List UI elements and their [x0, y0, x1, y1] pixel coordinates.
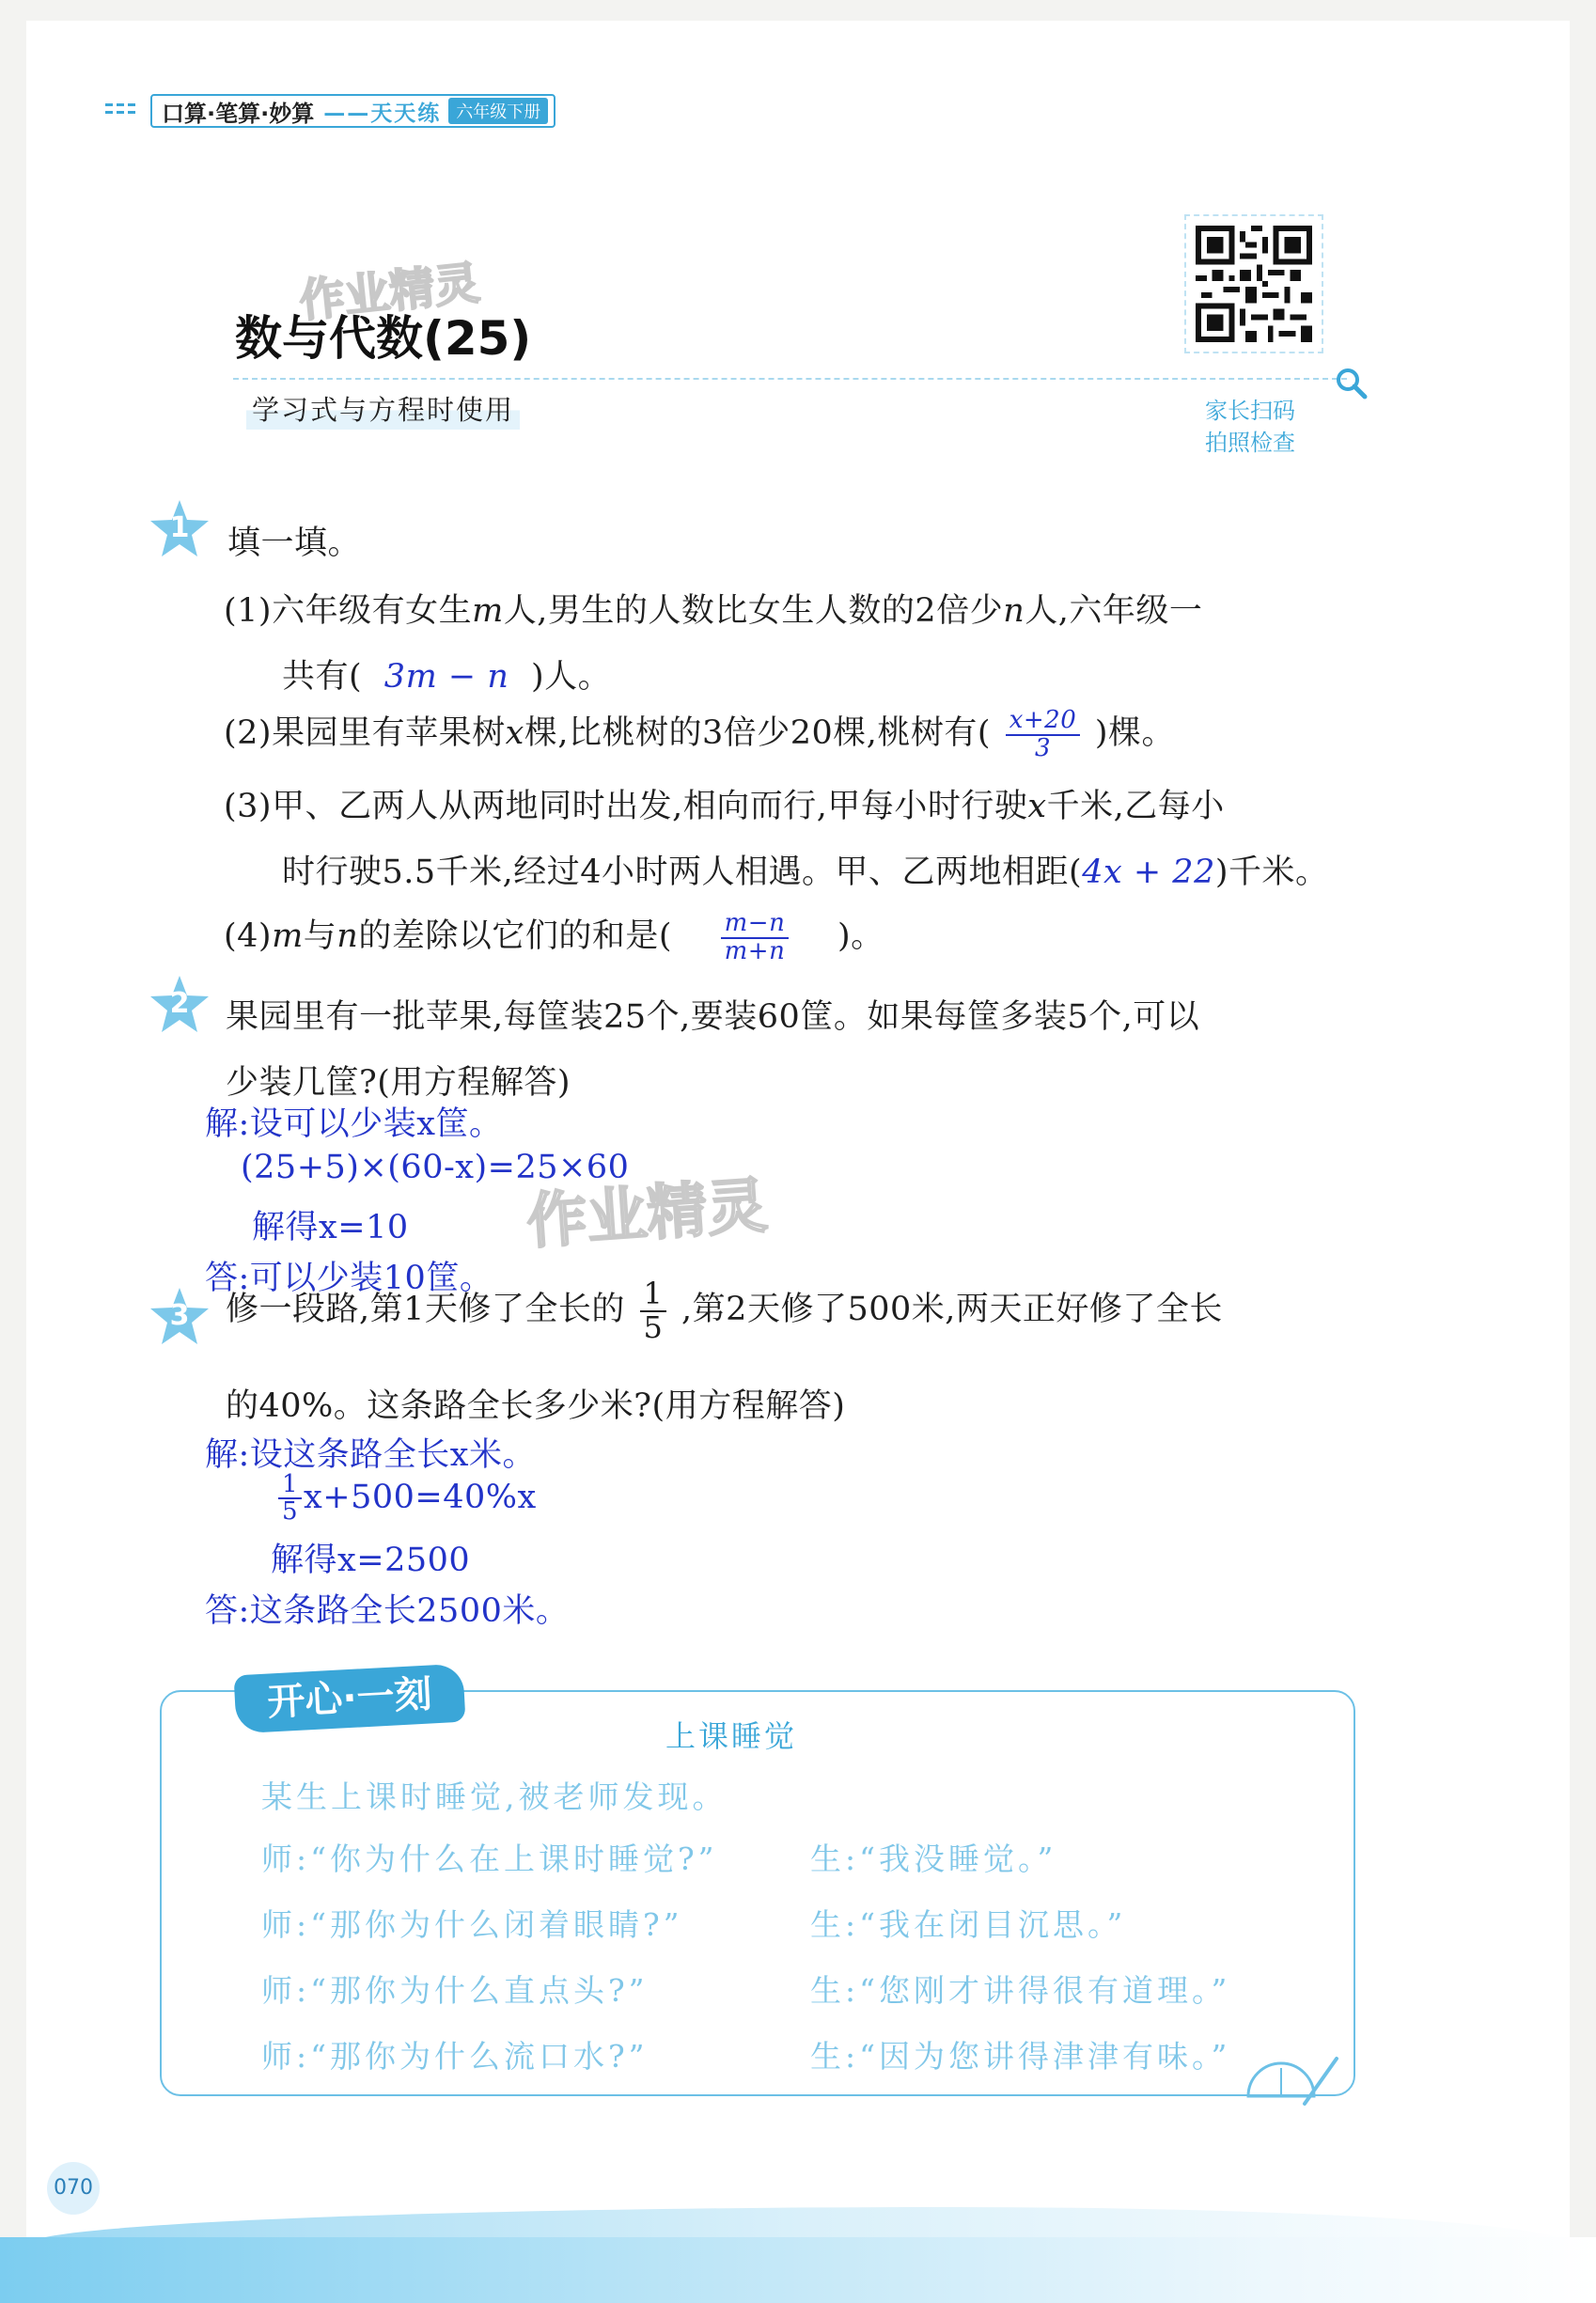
q1-p2-x: x — [505, 714, 524, 752]
q3-sol-equation: x+500=40%x — [304, 1478, 537, 1516]
joke-teacher-3: 师:“那你为什么直点头?” — [261, 1972, 649, 2009]
q3-solution-1: 解:设这条路全长x米。 — [205, 1436, 537, 1474]
joke-teacher-1: 师:“你为什么在上课时睡觉?” — [261, 1841, 718, 1877]
q2-text-line1: 果园里有一批苹果,每筐装25个,要装60筐。如果每筐多装5个,可以 — [226, 998, 1200, 1036]
q3-solution-4: 答:这条路全长2500米。 — [205, 1592, 570, 1630]
grade-label: 六年级下册 — [448, 98, 548, 124]
q1-p4-answer — [721, 911, 790, 964]
page-number: 070 — [47, 2162, 100, 2215]
joke-student-3: 生:“您刚才讲得很有道理。” — [810, 1972, 1231, 2009]
q2-solution-1: 解:设可以少装x筐。 — [205, 1105, 503, 1143]
question-2-badge — [149, 974, 211, 1036]
qr-code[interactable] — [1184, 214, 1323, 353]
q1-part1-line1 — [224, 585, 1202, 632]
scan-line-1: 家长扫码 — [1205, 398, 1295, 424]
question-3-badge — [149, 1286, 211, 1348]
q1-p3-text-d: )千米。 — [1214, 854, 1329, 891]
q1-p1-text-c: 人,六年级一 — [1025, 592, 1203, 630]
q1-p4-m: m — [272, 917, 304, 955]
watermark-middle: 作业精灵 — [524, 1171, 770, 1258]
question-1-badge — [149, 498, 211, 560]
q1-p1-text-a: (1)六年级有女生 — [224, 592, 473, 630]
joke-student-2: 生:“我在闭目沉思。” — [810, 1906, 1127, 1943]
q3-sol-fraction — [278, 1472, 302, 1526]
q3-fraction-num: 1 — [640, 1278, 667, 1312]
q3-text-line2: 的40%。这条路全长多少米?(用方程解答) — [226, 1387, 846, 1425]
q1-p3-text-c: 时行驶5.5千米,经过4小时两人相遇。甲、乙两地相距( — [282, 854, 1083, 891]
q3-solution-3: 解得x=2500 — [271, 1542, 471, 1579]
q1-p3-text-b: 千米,乙每小 — [1046, 788, 1225, 825]
q1-p4-answer-den: m+n — [724, 936, 786, 965]
q1-p1-text-e: )人。 — [531, 658, 612, 696]
page-title: 数与代数(25) — [235, 311, 532, 366]
q1-part3-line1 — [224, 780, 1225, 827]
q3-sol-fraction-den: 5 — [282, 1497, 299, 1527]
q1-p4-answer-num: m−n — [721, 911, 790, 938]
q1-p3-answer: 4x + 22 — [1082, 854, 1215, 891]
q2-solution-4: 答:可以少装10筐。 — [205, 1260, 493, 1297]
header-decoration — [105, 103, 143, 117]
q3-fraction-den: 5 — [643, 1308, 664, 1345]
q1-p2-answer-num: x+20 — [1006, 708, 1081, 735]
q1-p1-n: n — [1003, 592, 1025, 630]
watermark-top: 作业精灵 — [297, 257, 482, 328]
q1-part3-line2 — [282, 846, 1329, 893]
question-2-number: 2 — [169, 987, 190, 1020]
q3-solution-2 — [278, 1472, 537, 1526]
joke-student-1: 生:“我没睡觉。” — [810, 1841, 1057, 1877]
q3-fraction — [640, 1278, 667, 1343]
scan-line-2: 拍照检查 — [1205, 430, 1295, 456]
q1-p4-text-c: 的差除以它们的和是( — [358, 917, 672, 955]
protractor-icon — [1239, 2040, 1342, 2115]
q2-text-line2: 少装几筐?(用方程解答) — [226, 1064, 571, 1102]
q1-p4-text-d: )。 — [837, 917, 884, 955]
question-1-number: 1 — [169, 511, 190, 544]
joke-title: 上课睡觉 — [665, 1718, 798, 1754]
page-subtitle: 学习式与方程时使用 — [246, 387, 520, 430]
q1-p1-m: m — [472, 592, 504, 630]
header-series-box — [150, 94, 555, 128]
q1-p2-answer-den: 3 — [1034, 733, 1051, 762]
title-divider — [233, 378, 1347, 380]
q1-part1-line2 — [282, 650, 611, 697]
q3-text-line1 — [226, 1278, 1223, 1343]
q3-sol-fraction-num: 1 — [278, 1472, 302, 1499]
joke-tag: 开心·一刻 — [234, 1664, 466, 1734]
q1-part2 — [224, 707, 1175, 761]
q2-solution-3: 解得x=10 — [252, 1209, 409, 1246]
joke-intro: 某生上课时睡觉,被老师发现。 — [261, 1778, 728, 1815]
magnifier-icon — [1333, 365, 1370, 402]
q1-p2-text-c: )棵。 — [1094, 714, 1176, 752]
scan-instruction — [1205, 395, 1295, 459]
q1-p1-text-b: 人,男生的人数比女生人数的2倍少 — [503, 592, 1004, 630]
q1-part4 — [224, 910, 884, 964]
question-3-number: 3 — [169, 1299, 190, 1332]
q1-p3-x: x — [1027, 788, 1047, 825]
series-tagline: ——天天练 — [323, 101, 442, 126]
q1-p2-text-b: 棵,比桃树的3倍少20棵,桃树有( — [524, 714, 992, 752]
q1-p1-answer: 3m − n — [383, 658, 509, 696]
q1-p3-text-a: (3)甲、乙两人从两地同时出发,相向而行,甲每小时行驶 — [224, 788, 1028, 825]
joke-student-4: 生:“因为您讲得津津有味。” — [810, 2038, 1231, 2075]
joke-teacher-4: 师:“那你为什么流口水?” — [261, 2038, 649, 2075]
series-name: 口算·笔算·妙算 — [162, 100, 315, 127]
footer-band — [0, 2237, 1596, 2303]
q1-p1-text-d: 共有( — [282, 658, 363, 696]
q3-text-a: 修一段路,第1天修了全长的 — [226, 1291, 625, 1329]
q2-solution-2: (25+5)×(60-x)=25×60 — [241, 1149, 630, 1186]
q1-p2-answer — [1006, 708, 1081, 761]
joke-teacher-2: 师:“那你为什么闭着眼睛?” — [261, 1906, 683, 1943]
q1-p4-text-b: 与 — [303, 917, 337, 955]
q1-p4-text-a: (4) — [224, 917, 273, 955]
q3-text-b: ,第2天修了500米,两天正好修了全长 — [681, 1291, 1223, 1329]
q1-prompt: 填一填。 — [227, 525, 362, 562]
q1-p2-text-a: (2)果园里有苹果树 — [224, 714, 506, 752]
q1-p4-n: n — [336, 917, 359, 955]
